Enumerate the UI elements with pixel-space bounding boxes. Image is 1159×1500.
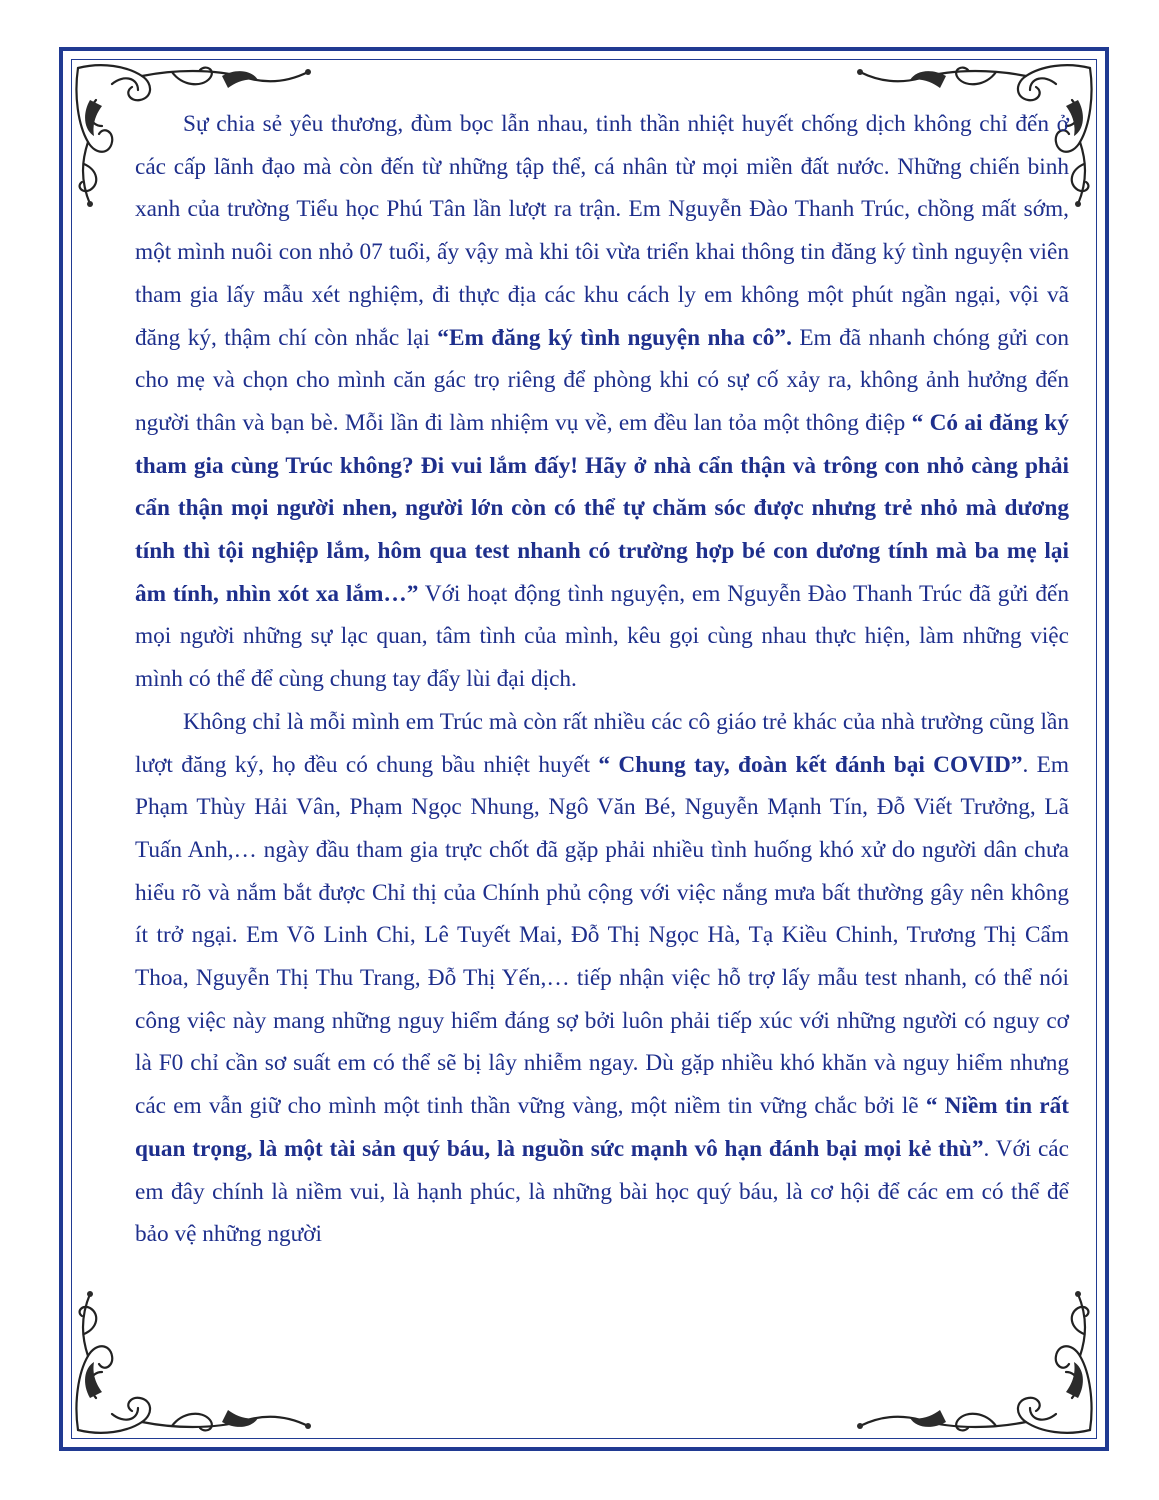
paragraph-2-text-a: Không chỉ là mỗi mình em Trúc mà còn rất nhiều các cô giáo trẻ khác của nhà trường cũng lần lượt đăng ký, họ đều có chung bầu nhiệt huyết	[135, 708, 1069, 778]
paragraph-1-text-a: Sự chia sẻ yêu thương, đùm bọc lẫn nhau, tinh thần nhiệt huyết chống dịch không chỉ đến ở các cấp lãnh đạo mà còn đến từ những tập thể, cá nhân từ mọi miền đất nước. Những chiến binh xanh của trường Tiểu học Phú Tân lần lượt ra trận. Em Nguyễn Đào Thanh Trúc, chồng mất sớm, một mình nuôi con nhỏ 07 tuổi, ấy vậy mà khi tôi vừa triển khai thông tin đăng ký tình nguyện viên tham gia lấy mẫu xét nghiệm, đi thực địa các khu cách ly em không một phút ngần ngại, vội vã đăng ký, thậm chí còn nhắc lại	[135, 111, 1069, 351]
ornament-corner-bottom-right-icon	[846, 1288, 1096, 1438]
paragraph-2-text-c: . Với các em đây chính là niềm vui, là hạnh phúc, là những bài học quý báu, là cơ hội để các em có thể để bảo vệ những người	[135, 1135, 1069, 1248]
paragraph-2-quote-b: “ Niềm tin rất quan trọng, là một tài sản quý báu, là nguồn sức mạnh vô hạn đánh bại mọi kẻ thù”	[135, 1093, 1069, 1162]
paragraph-1-quote-a: “Em đăng ký tình nguyện nha cô”.	[437, 324, 792, 351]
paragraph-2-text-b: . Em Phạm Thùy Hải Vân, Phạm Ngọc Nhung, Ngô Văn Bé, Nguyễn Mạnh Tín, Đỗ Viết Trưởng, Lã Tuấn Anh,… ngày đầu tham gia trực chốt đã gặp phải nhiều tình huống khó xử do người dân chưa hiểu rõ và nắm bắt được Chỉ thị của Chính phủ cộng với việc nắng mưa bất thường gây nên không ít trở ngại. Em Võ Linh Chi, Lê Tuyết Mai, Đỗ Thị Ngọc Hà, Tạ Kiều Chinh, Trương Thị Cẩm Thoa, Nguyễn Thị Thu Trang, Đỗ Thị Yến,… tiếp nhận việc hỗ trợ lấy mẫu test nhanh, có thể nói công việc này mang những nguy hiểm đáng sợ bởi luôn phải tiếp xúc với những người có nguy cơ là F0 chỉ cần sơ suất em có thể sẽ bị lây nhiễm ngay. Dù gặp nhiều khó khăn và nguy hiểm nhưng các em vẫn giữ cho mình một tinh thần vững vàng, một niềm tin vững chắc bởi lẽ	[135, 751, 1069, 1120]
ornament-corner-bottom-left-icon	[72, 1288, 322, 1438]
paragraph-1	[135, 103, 1069, 701]
paragraph-1-text-c: Với hoạt động tình nguyện, em Nguyễn Đào Thanh Trúc đã gửi đến mọi người những sự lạc quan, tâm tình của mình, kêu gọi cùng nhau thực hiện, làm những việc mình có thể để cùng chung tay đẩy lùi đại dịch.	[135, 580, 1069, 693]
paragraph-2-quote-a: “ Chung tay, đoàn kết đánh bại COVID”	[598, 751, 1023, 778]
paragraph-1-quote-b: “ Có ai đăng ký tham gia cùng Trúc không? Đi vui lắm đấy! Hãy ở nhà cẩn thận và trông con nhỏ càng phải cẩn thận mọi người nhen, người lớn còn có thể tự chăm sóc được nhưng trẻ nhỏ mà dương tính thì tội nghiệp lắm, hôm qua test nhanh có trường hợp bé con dương tính mà ba mẹ lại âm tính, nhìn xót xa lắm…”	[135, 409, 1069, 607]
paragraph-1-text-b: Em đã nhanh chóng gửi con cho mẹ và chọn cho mình căn gác trọ riêng để phòng khi có sự cố xảy ra, không ảnh hưởng đến người thân và bạn bè. Mỗi lần đi làm nhiệm vụ về, em đều lan tỏa một thông điệp	[135, 324, 1070, 436]
paragraph-2	[135, 701, 1069, 1256]
document-body	[135, 103, 1069, 1256]
